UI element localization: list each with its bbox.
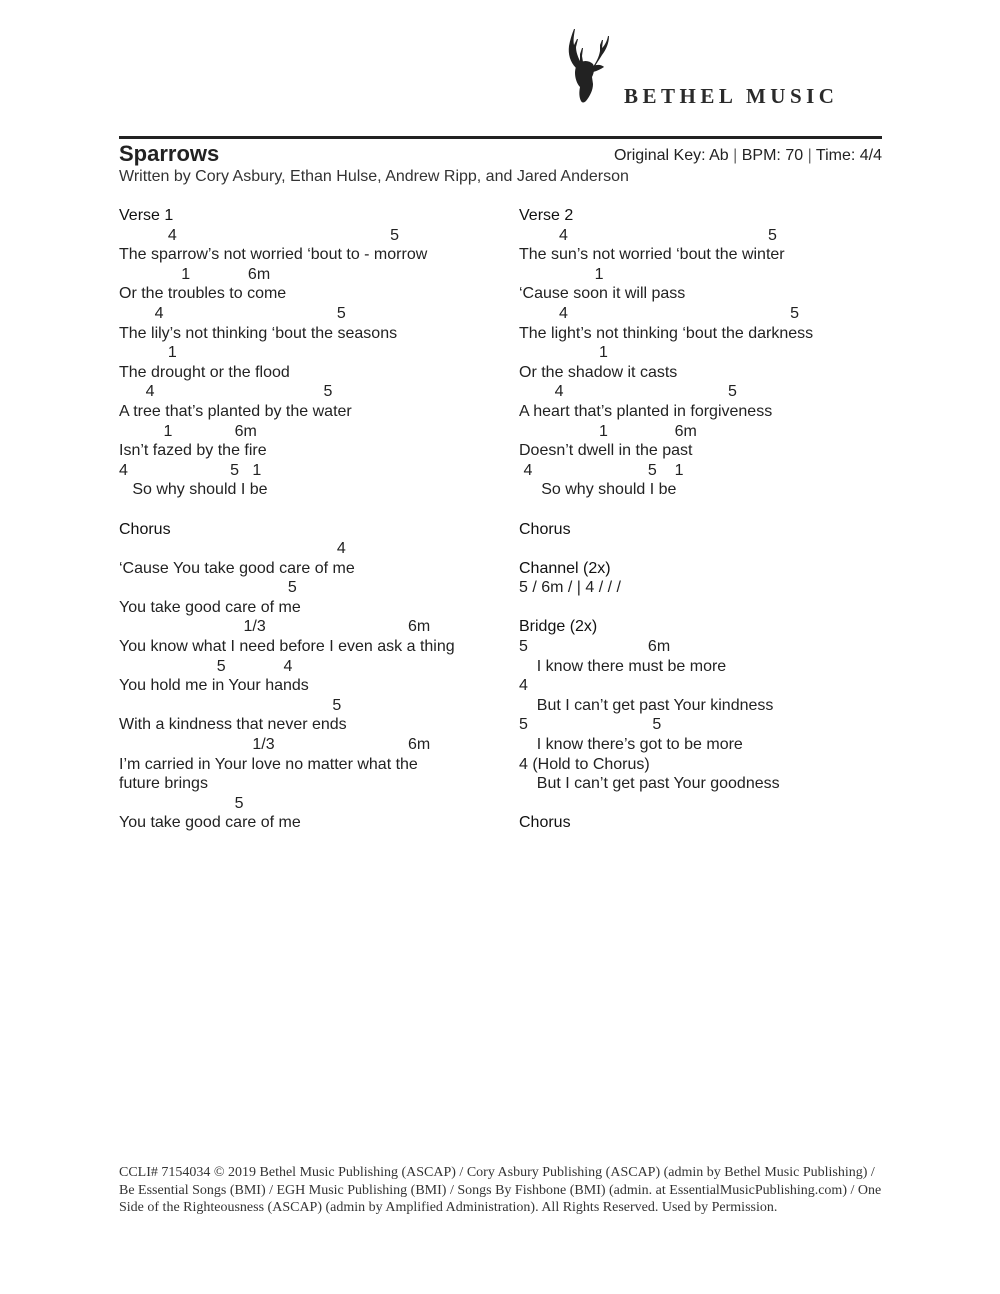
lyric-line: Or the troubles to come [119, 285, 287, 303]
chord-line: 4 [119, 540, 346, 558]
brand-name: BETHEL MUSIC [624, 84, 839, 108]
bpm-label: BPM: [741, 147, 781, 164]
time-value: 4/4 [859, 147, 882, 164]
header-rule [119, 136, 882, 139]
chord-line: 4 5 [519, 304, 800, 322]
meta-separator: | [807, 147, 812, 164]
section-heading: Chorus [519, 814, 571, 832]
lyric-line: Or the shadow it casts [519, 363, 678, 381]
lyric-line: I’m carried in Your love no matter what the [119, 755, 418, 773]
brand-header [562, 26, 882, 110]
chord-line: 1 [119, 344, 177, 362]
original-key-label: Original Key: [613, 147, 706, 164]
chord-line: 1/3 6m [119, 618, 431, 636]
chord-line: 4 5 [519, 383, 737, 401]
spacer [119, 500, 504, 520]
lyric-line: A tree that’s planted by the water [119, 402, 352, 420]
lyric-line: You hold me in Your hands [119, 677, 309, 695]
right-column [519, 206, 904, 833]
lyric-line: But I can’t get past Your goodness [519, 775, 780, 793]
lyric-line: I know there must be more [519, 657, 727, 675]
section-heading: Bridge (2x) [519, 618, 598, 636]
chord-line: 5 4 [119, 657, 293, 675]
lyric-line: 4 (Hold to Chorus) [519, 755, 650, 773]
lyric-line: You know what I need before I even ask a thing [119, 638, 455, 656]
lyric-line: The lily’s not thinking ‘bout the seasons [119, 324, 398, 342]
lyric-line: But I can’t get past Your kindness [519, 696, 774, 714]
lyric-line: Doesn’t dwell in the past [519, 442, 693, 460]
section-heading: Verse 1 [119, 207, 174, 224]
lyric-line: So why should I be [519, 481, 677, 499]
lyric-line: You take good care of me [119, 814, 301, 832]
chord-line: 1 [519, 265, 604, 283]
chord-line: 4 5 [519, 226, 777, 244]
chord-line: 4 5 [119, 304, 346, 322]
chord-line: 4 5 1 [519, 461, 684, 479]
spacer [519, 539, 904, 559]
section-heading: Verse 2 [519, 207, 574, 224]
deer-head-icon [562, 26, 614, 106]
chord-line: 4 5 1 [119, 461, 262, 479]
chord-line: 5 [119, 794, 244, 812]
lyric-line: I know there’s got to be more [519, 736, 743, 754]
song-meta [614, 147, 882, 165]
lyric-line: A heart that’s planted in forgiveness [519, 402, 773, 420]
lyric-line: ‘Cause soon it will pass [519, 285, 686, 303]
songwriter-credits: Written by Cory Asbury, Ethan Hulse, Andrew Ripp, and Jared Anderson [119, 168, 629, 185]
meta-separator: | [733, 147, 738, 164]
lyric-line: future brings [119, 775, 208, 793]
chord-line: 5 5 [519, 716, 662, 734]
song-title: Sparrows [119, 141, 220, 166]
lyric-line: The sparrow’s not worried ‘bout to - morrow [119, 246, 428, 264]
lyric-line: The sun’s not worried ‘bout the winter [519, 246, 785, 264]
lyric-line: You take good care of me [119, 598, 301, 616]
lyric-line: ‘Cause You take good care of me [119, 559, 355, 577]
chord-line: 4 5 [119, 226, 400, 244]
chord-line: 1 [519, 344, 608, 362]
copyright-footer: CCLI# 7154034 © 2019 Bethel Music Publishing (ASCAP) / Cory Asbury Publishing (ASCAP) (admin by Bethel Music Publishing) / Be Essential Songs (BMI) / EGH Music Publishing (BMI) / Songs By Fishbone (BMI) (admin. at EssentialMusicPublishing.com) / One Side of the Righteousness (ASCAP) (admin by Amplified Administration). All Rights Reserved. Used by Permission. [119, 1165, 882, 1216]
chord-line: 1 6m [519, 422, 697, 440]
section-heading: Chorus [119, 520, 171, 538]
chord-line: 1 6m [119, 422, 257, 440]
chord-line: 5 6m [519, 638, 671, 656]
lyric-line: 5 / 6m / | 4 / / / [519, 579, 621, 597]
lyric-line: Isn’t fazed by the fire [119, 442, 267, 460]
chord-line: 4 [519, 677, 528, 695]
chord-line: 5 [119, 696, 342, 714]
lyric-line: The drought or the flood [119, 363, 290, 381]
spacer [519, 598, 904, 618]
left-column [119, 206, 504, 833]
bpm-value: 70 [785, 147, 804, 164]
section-heading: Chorus [519, 520, 571, 538]
lyric-line: With a kindness that never ends [119, 716, 347, 734]
chord-line: 5 [119, 579, 297, 597]
section-heading: Channel (2x) [519, 559, 611, 577]
spacer [519, 500, 904, 520]
chord-line: 1/3 6m [119, 736, 431, 754]
chord-line: 1 6m [119, 265, 271, 283]
spacer [519, 794, 904, 814]
lyric-line: The light’s not thinking ‘bout the darkness [519, 324, 814, 342]
time-label: Time: [815, 147, 856, 164]
original-key-value: Ab [709, 147, 729, 164]
chord-line: 4 5 [119, 383, 333, 401]
lyric-line: So why should I be [119, 481, 268, 499]
